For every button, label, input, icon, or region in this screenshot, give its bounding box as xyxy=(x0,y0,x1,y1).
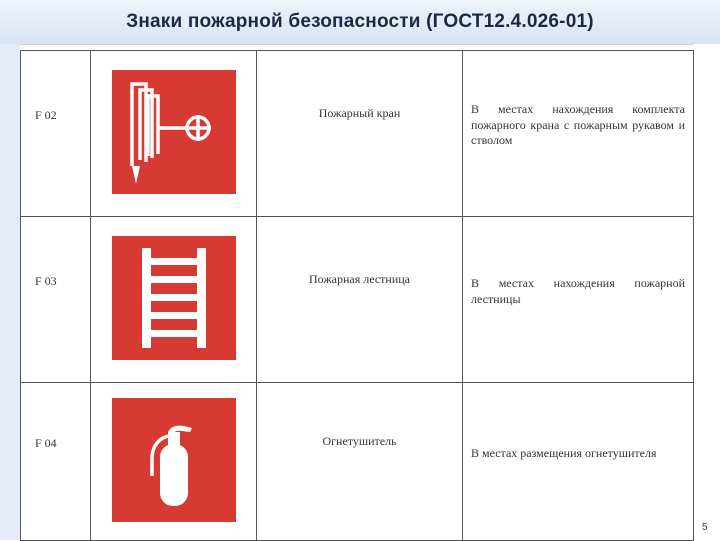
sign-code: F 02 xyxy=(35,107,57,122)
sign-fire-extinguisher xyxy=(112,398,236,522)
fire-extinguisher-icon xyxy=(112,398,236,522)
fire-ladder-icon xyxy=(112,236,236,360)
sign-name: Пожарный кран xyxy=(318,105,401,120)
sign-name: Огнетушитель xyxy=(322,433,397,448)
sign-fire-hose xyxy=(112,70,236,194)
page-title: Знаки пожарной безопасности (ГОСТ12.4.026-01) xyxy=(126,11,594,32)
right-margin-strip xyxy=(694,44,720,540)
table-row xyxy=(21,217,694,383)
page-number: 5 xyxy=(702,522,708,533)
sign-code: F 03 xyxy=(35,273,57,288)
sign-description: В местах размещения огнетушителя xyxy=(471,445,657,460)
sign-name: Пожарная лестница xyxy=(308,271,411,286)
fire-signs-table xyxy=(20,50,694,541)
sign-description: В местах нахождения комплекта пожарного крана с пожарным рукавом и стволом xyxy=(471,102,685,148)
left-margin-strip xyxy=(0,44,20,540)
sign-description: В местах нахождения пожарной лестницы xyxy=(471,275,685,306)
fire-hose-icon xyxy=(112,70,236,194)
title-bar xyxy=(0,0,720,45)
table-row xyxy=(21,51,694,217)
sign-fire-ladder xyxy=(112,236,236,360)
sign-code: F 04 xyxy=(35,435,57,450)
table-row xyxy=(21,383,694,541)
